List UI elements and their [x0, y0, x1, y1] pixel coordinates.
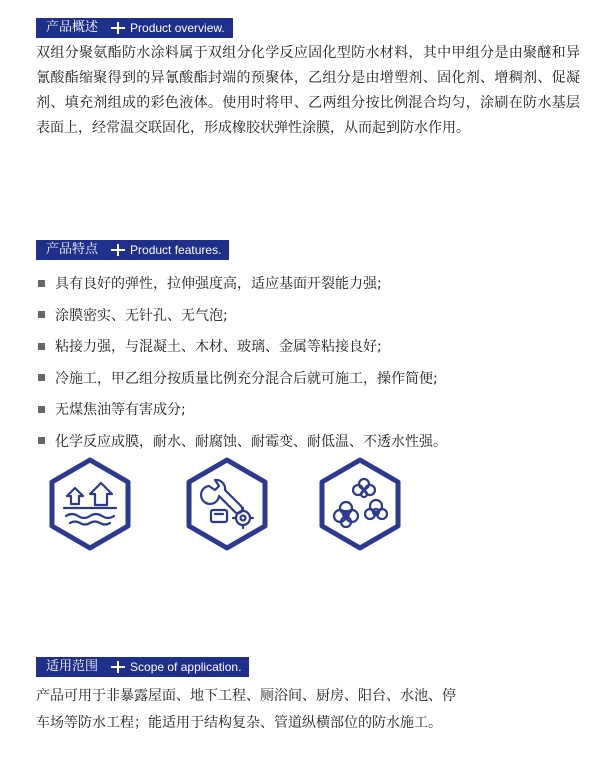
features-label-en: Product features. — [128, 240, 229, 260]
list-item — [38, 363, 447, 393]
feature-text: 粘接力强，与混凝土、木材、玻璃、金属等粘接良好; — [55, 339, 382, 356]
feature-text: 具有良好的弹性，拉伸强度高，适应基面开裂能力强; — [55, 276, 382, 292]
bullet-square-icon — [38, 437, 45, 444]
bullet-square-icon — [38, 280, 45, 287]
bullet-square-icon — [38, 374, 45, 381]
application-label-en: Scope of application. — [128, 657, 249, 677]
application-label-cn: 适用范围 — [36, 657, 108, 677]
bullet-square-icon — [38, 311, 45, 318]
overview-label-cn: 产品概述 — [36, 18, 108, 38]
list-item — [38, 394, 447, 424]
application-header — [36, 657, 249, 677]
features-label-cn: 产品特点 — [36, 240, 108, 260]
application-line-1: 产品可用于非暴露屋面、地下工程、厕浴间、厨房、阳台、水池、停 — [36, 688, 456, 704]
waterproof-arrows-icon — [42, 456, 138, 552]
feature-text: 化学反应成膜，耐水、耐腐蚀、耐霉变、耐低温、不透水性强。 — [55, 433, 447, 450]
overview-text: 双组分聚氨酯防水涂料属于双组分化学反应固化型防水材料，其中甲组分是由聚醚和异氰酸酯缩聚得到的异氰酸酯封端的预聚体，乙组分是由增塑剂、固化剂、增稠剂、促凝剂、填充剂组成的彩色液体。使用时将甲、乙两组分按比例混合均匀，涂刷在防水基层表面上，经常温交联固化，形成橡胶状弹性涂膜，从而起到防水作用。 — [36, 45, 580, 136]
features-list — [38, 268, 447, 458]
list-item — [38, 331, 447, 361]
tools-wrench-icon — [179, 456, 275, 552]
overview-label-en: Product overview. — [128, 18, 233, 38]
list-item — [38, 426, 447, 456]
feature-text: 无煤焦油等有害成分; — [55, 402, 186, 419]
plus-separator-icon — [108, 18, 128, 38]
feature-text: 涂膜密实、无针孔、无气泡; — [55, 307, 228, 324]
plus-separator-icon — [108, 240, 128, 260]
flower-resistance-icon — [312, 456, 408, 552]
overview-header — [36, 18, 233, 38]
bullet-square-icon — [38, 343, 45, 350]
feature-icons-row — [0, 456, 600, 556]
list-item — [38, 268, 447, 298]
list-item — [38, 300, 447, 330]
features-header — [36, 240, 229, 260]
feature-text: 冷施工，甲乙组分按质量比例充分混合后就可施工，操作简便; — [55, 370, 438, 387]
plus-separator-icon — [108, 657, 128, 677]
bullet-square-icon — [38, 406, 45, 413]
application-line-2: 车场等防水工程；能适用于结构复杂、管道纵横部位的防水施工。 — [36, 715, 442, 731]
